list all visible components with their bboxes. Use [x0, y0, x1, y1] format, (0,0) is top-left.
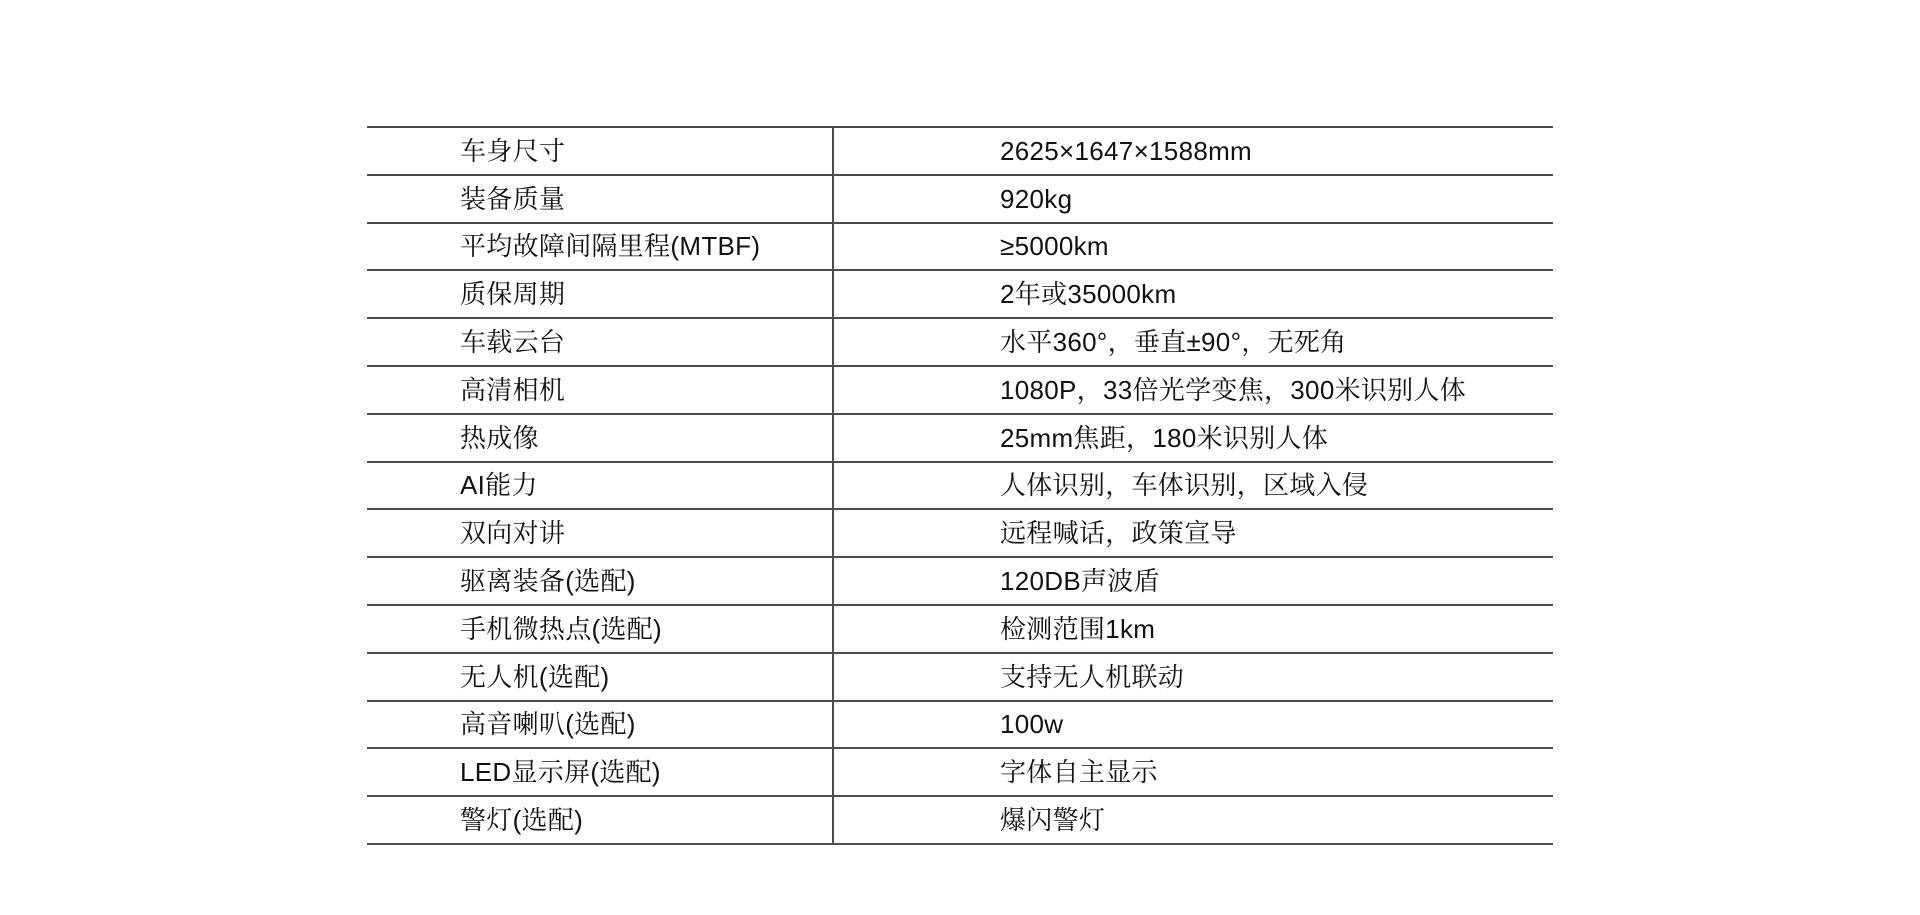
table-row	[367, 128, 1553, 176]
spec-label: 热成像	[367, 415, 834, 461]
table-row	[367, 654, 1553, 702]
spec-label: 高清相机	[367, 367, 834, 413]
spec-value: 120DB声波盾	[1000, 566, 1160, 597]
spec-value: 字体自主显示	[1000, 757, 1158, 788]
spec-table	[367, 126, 1553, 845]
table-row	[367, 749, 1553, 797]
spec-value: 2年或35000km	[1000, 279, 1177, 310]
spec-label: 驱离装备(选配)	[367, 558, 834, 604]
table-row	[367, 463, 1553, 511]
spec-value: 25mm焦距，180米识别人体	[1000, 422, 1329, 453]
spec-value: 远程喊话，政策宣导	[1000, 518, 1237, 549]
table-row	[367, 558, 1553, 606]
spec-label: 车身尺寸	[367, 128, 834, 174]
spec-value: 检测范围1km	[1000, 613, 1156, 644]
spec-label: 高音喇叭(选配)	[367, 702, 834, 748]
spec-label: 双向对讲	[367, 510, 834, 556]
table-row	[367, 606, 1553, 654]
spec-label: 质保周期	[367, 271, 834, 317]
spec-label: AI能力	[367, 463, 834, 509]
table-row	[367, 797, 1553, 845]
spec-value: 2625×1647×1588mm	[1000, 135, 1253, 166]
spec-label: 无人机(选配)	[367, 654, 834, 700]
spec-value: 100w	[1000, 709, 1064, 740]
table-row	[367, 367, 1553, 415]
spec-label: 装备质量	[367, 176, 834, 222]
spec-value: 爆闪警灯	[1000, 805, 1106, 836]
spec-label: 警灯(选配)	[367, 797, 834, 843]
spec-label: LED显示屏(选配)	[367, 749, 834, 795]
table-row	[367, 415, 1553, 463]
spec-value: ≥5000km	[1000, 231, 1109, 262]
spec-value: 支持无人机联动	[1000, 661, 1185, 692]
table-row	[367, 224, 1553, 272]
spec-value: 人体识别，车体识别，区域入侵	[1000, 470, 1369, 501]
table-row	[367, 271, 1553, 319]
spec-label: 手机微热点(选配)	[367, 606, 834, 652]
table-row	[367, 176, 1553, 224]
table-row	[367, 702, 1553, 750]
spec-value: 920kg	[1000, 183, 1073, 214]
spec-value: 水平360°，垂直±90°，无死角	[1000, 327, 1347, 358]
table-row	[367, 319, 1553, 367]
spec-label: 平均故障间隔里程(MTBF)	[367, 224, 834, 270]
spec-value: 1080P，33倍光学变焦，300米识别人体	[1000, 374, 1467, 405]
table-row	[367, 510, 1553, 558]
spec-label: 车载云台	[367, 319, 834, 365]
